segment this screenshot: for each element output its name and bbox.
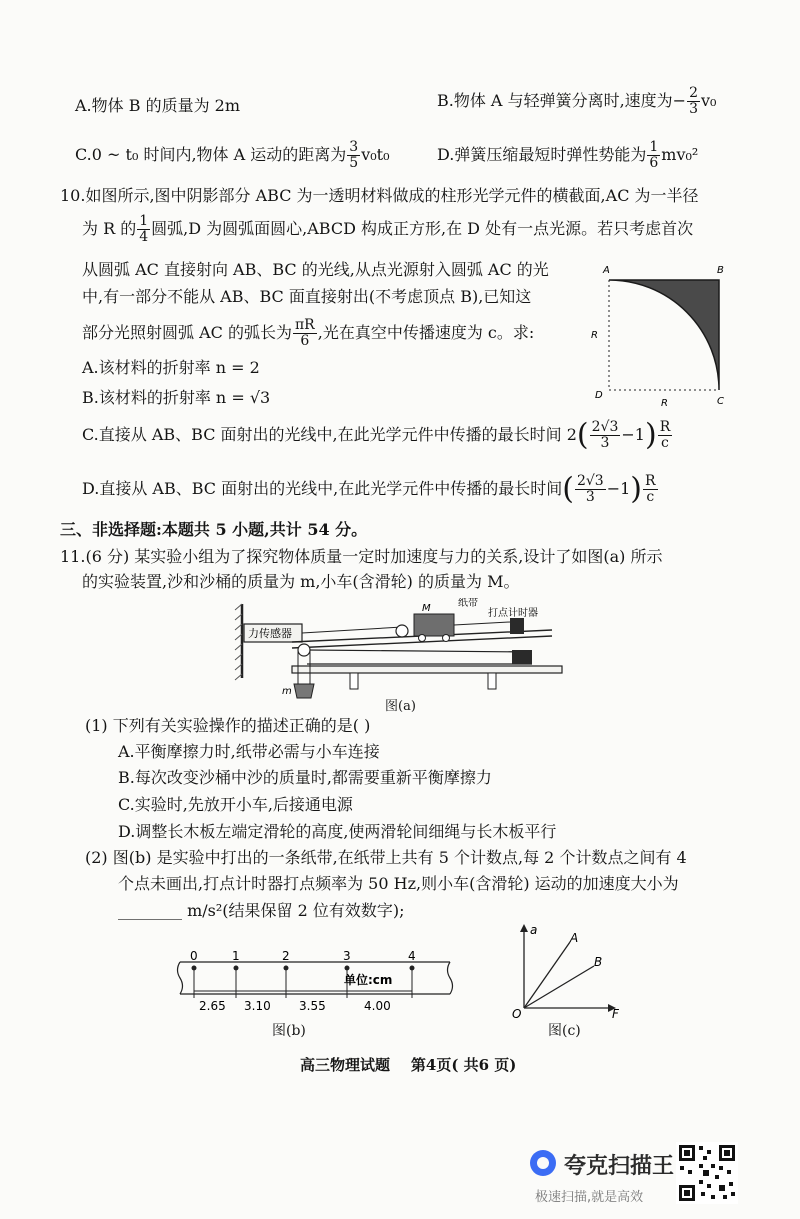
svg-text:A: A	[570, 931, 579, 945]
svg-text:力传感器: 力传感器	[248, 627, 292, 640]
svg-text:m: m	[282, 686, 292, 697]
cart	[414, 614, 454, 636]
svg-text:O: O	[512, 1007, 522, 1020]
q10-option-d: D.直接从 AB、BC 面射出的光线中,在此光学元件中传播的最长时间( $\frac{2√3}{3}$ −1) $\frac{R}{c}$	[82, 471, 656, 507]
tape-point-2: 2	[282, 949, 290, 963]
q9-option-a: A.物体 B 的质量为 2m	[75, 96, 241, 115]
q9-option-d: D.弹簧压缩最短时弹性势能为 $\frac{1}{6}$ mv₀²	[437, 139, 699, 171]
scanner-slogan: 极速扫描,就是高效	[535, 1190, 644, 1205]
section-heading: 三、非选择题:本题共 5 小题,共计 54 分。	[60, 520, 368, 539]
fig-c-caption: 图(c)	[548, 1023, 581, 1039]
label-c: C	[717, 396, 724, 407]
tape-spacing-3: 3.55	[299, 999, 326, 1013]
q9-option-c: C.0 ~ t₀ 时间内,物体 A 运动的距离为 $\frac{3}{5}$ v₀t₀	[75, 139, 390, 171]
q11-part2-line3: ________ m/s²(结果保留 2 位有效数字);	[118, 901, 405, 920]
q11-part1-stem: (1) 下列有关实验操作的描述正确的是( )	[85, 716, 371, 735]
q10-stem-line1: 10.如图所示,图中阴影部分 ABC 为一透明材料做成的柱形光学元件的横截面,AC 为一半径	[60, 186, 699, 205]
q10-option-c: C.直接从 AB、BC 面射出的光线中,在此光学元件中传播的最长时间 2( $\frac{2√3}{3}$ −1) $\frac{R}{c}$	[82, 417, 671, 453]
q11-part2-line2: 个点未画出,打点计时器打点频率为 50 Hz,则小车(含滑轮) 运动的加速度大小为	[118, 874, 679, 893]
timer	[510, 618, 524, 634]
label-r-bottom: R	[661, 398, 668, 408]
label-d: D	[595, 390, 603, 401]
tape-spacing-2: 3.10	[244, 999, 271, 1013]
svg-text:打点计时器: 打点计时器	[488, 608, 538, 619]
label-a: A	[603, 265, 610, 276]
fig-a-caption: 图(a)	[385, 699, 416, 714]
line-a	[524, 942, 570, 1008]
fig-b-tape	[172, 942, 462, 1017]
label-r-left: R	[591, 330, 598, 341]
q11-part1-option-a: A.平衡摩擦力时,纸带必需与小车连接	[118, 742, 380, 761]
q10-stem-line2: 为 R 的 $\frac{1}{4}$ 圆弧,D 为圆弧面圆心,ABCD 构成正方形,在 D 处有一点光源。若只考虑首次	[82, 213, 694, 245]
sand-bucket	[294, 684, 314, 698]
svg-text:纸带: 纸带	[458, 598, 478, 609]
q11-part2-line1: (2) 图(b) 是实验中打出的一条纸带,在纸带上共有 5 个计数点,每 2 个计数点之间有 4	[85, 848, 687, 867]
q11-part1-option-c: C.实验时,先放开小车,后接通电源	[118, 795, 353, 814]
page-footer: 高三物理试题 第4页( 共6 页)	[300, 1056, 517, 1074]
tape-point-4: 4	[408, 949, 416, 963]
q10-figure	[585, 258, 735, 408]
q10-option-a: A.该材料的折射率 n = 2	[82, 358, 260, 377]
tape-spacing-1: 2.65	[199, 999, 226, 1013]
line-b	[524, 966, 594, 1008]
svg-text:F: F	[612, 1007, 619, 1020]
paper-tape	[454, 622, 510, 625]
scanner-logo-icon	[528, 1148, 558, 1178]
q11-stem-line1: 11.(6 分) 某实验小组为了探究物体质量一定时加速度与力的关系,设计了如图(a) 所示	[60, 547, 663, 566]
shaded-region-abc	[609, 280, 719, 390]
qr-code-icon	[676, 1142, 738, 1204]
q11-part1-option-b: B.每次改变沙桶中沙的质量时,都需要重新平衡摩擦力	[118, 768, 492, 787]
fig-b-caption: 图(b)	[272, 1023, 306, 1039]
q11-part1-option-d: D.调整长木板左端定滑轮的高度,使两滑轮间细绳与长木板平行	[118, 822, 557, 841]
svg-text:M: M	[422, 603, 431, 614]
scanner-brand: 夸克扫描王	[564, 1154, 675, 1179]
fixed-pulley	[298, 644, 310, 656]
svg-text:a: a	[530, 923, 538, 937]
tape-point-3: 3	[343, 949, 351, 963]
q9-option-b: B.物体 A 与轻弹簧分离时,速度为− $\frac{2}{3}$ v₀	[437, 85, 717, 117]
tape-unit: 单位:cm	[344, 973, 393, 987]
q10-stem-line4: 中,有一部分不能从 AB、BC 面直接射出(不考虑顶点 B),已知这	[82, 287, 532, 306]
cart-pulley	[396, 625, 408, 637]
q10-stem-line5: 部分光照射圆弧 AC 的弧长为 $\frac{\pi R}{6}$ ,光在真空中传播速度为 c。求:	[82, 317, 535, 349]
label-b: B	[717, 265, 724, 276]
table-top	[292, 666, 562, 673]
q10-option-b: B.该材料的折射率 n = √3	[82, 388, 271, 407]
tape-spacing-4: 4.00	[364, 999, 391, 1013]
tape-point-0: 0	[190, 949, 198, 963]
q11-stem-line2: 的实验装置,沙和沙桶的质量为 m,小车(含滑轮) 的质量为 M。	[82, 572, 520, 591]
svg-text:B: B	[594, 955, 603, 969]
fig-c-graph	[508, 920, 628, 1020]
q10-stem-line3: 从圆弧 AC 直接射向 AB、BC 的光线,从点光源射入圆弧 AC 的光	[82, 260, 549, 279]
tape-point-1: 1	[232, 949, 240, 963]
